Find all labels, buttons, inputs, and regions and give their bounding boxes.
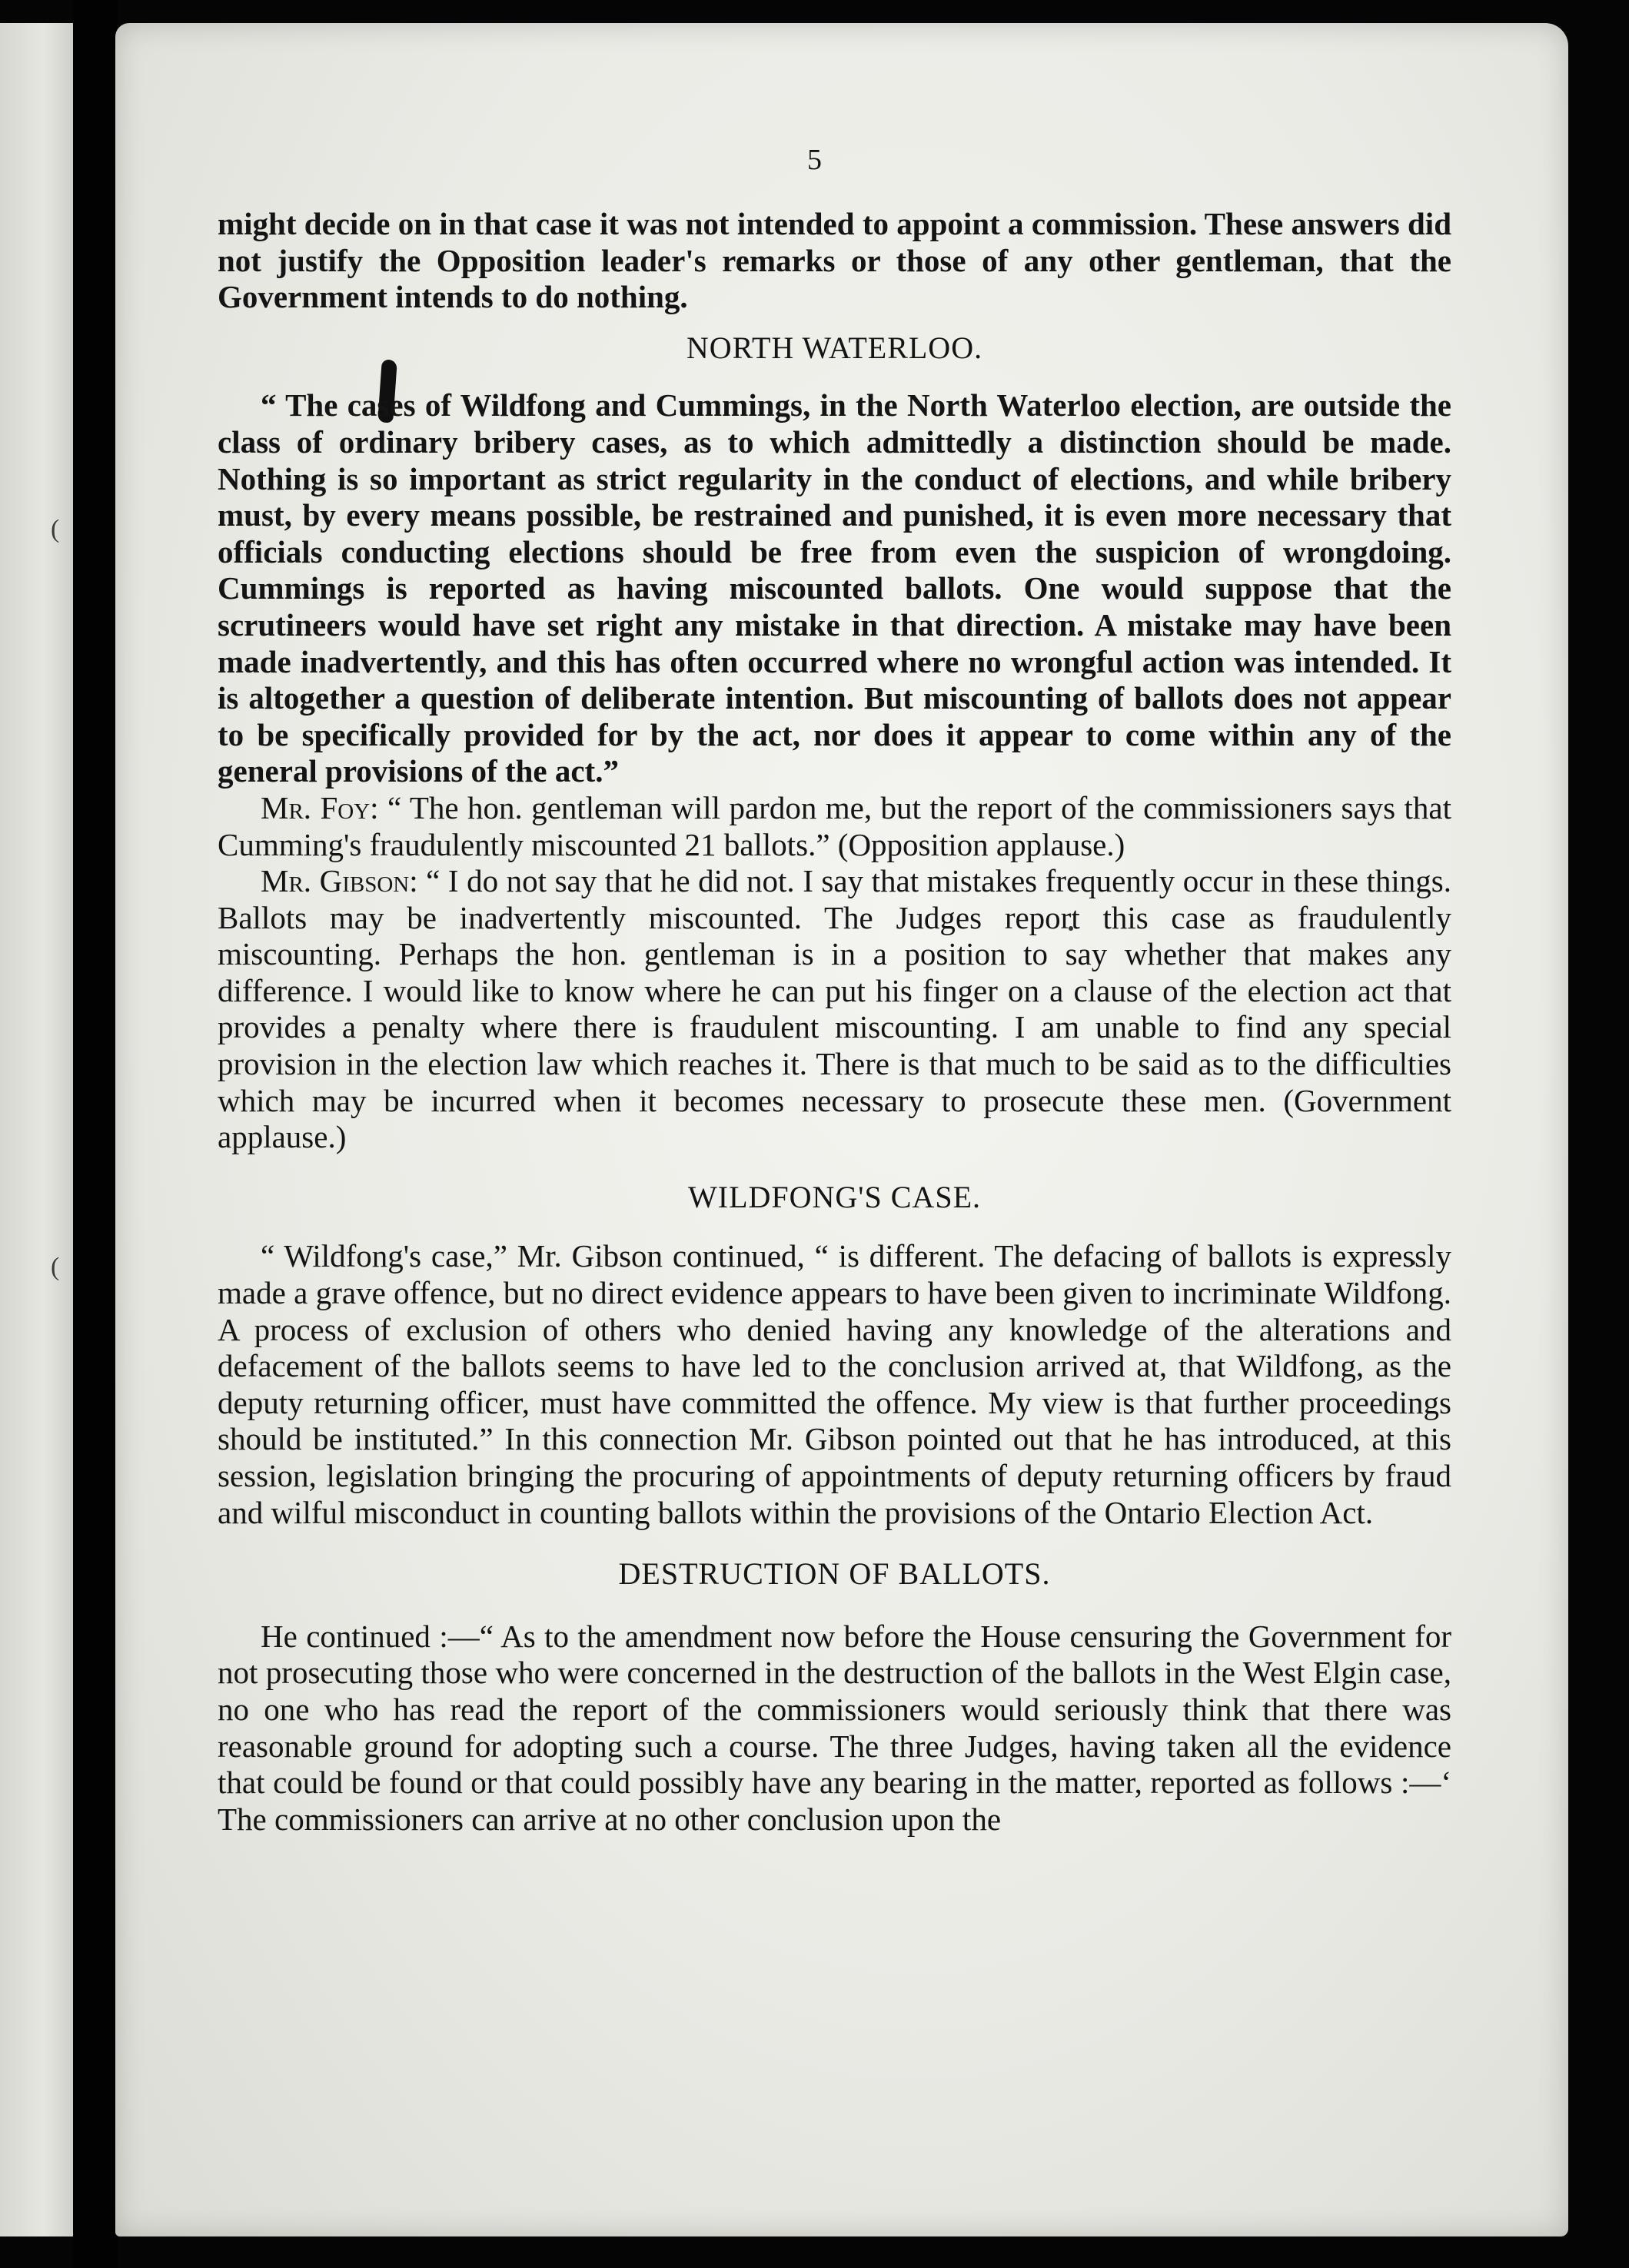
paragraph-wildfong: “ Wildfong's case,” Mr. Gibson continued, “ is different. The defacing of ballots is expressly made a grave offence, but no direct evidence appears to have been given to incriminate Wildfong. A process of exclusion of others who denied having any knowledge of the alterations and defacement of the ballots seems to have led to the conclusion arrived at, that Wildfong, as the deputy returning officer, must have committed the offence. My view is that further proceedings should be instituted.” In this connection Mr. Gibson pointed out that he has introduced, at this session, legislation bringing the procuring of appointments of deputy returning officers by fraud and wilful misconduct in counting ballots within the provisions of the Ontario Election Act.: [218, 1238, 1451, 1530]
paragraph-foy: [218, 790, 1451, 863]
speaker-name: Mr. Foy: [261, 789, 371, 825]
heading-wildfongs-case: WILDFONG'S CASE.: [688, 1179, 981, 1214]
previous-page-edge: [0, 23, 73, 2236]
speaker-text: : “ The hon. gentleman will pardon me, but the report of the commissioners says that Cumming's fraudulently miscounted 21 ballots.” (Opposition applause.): [218, 789, 1452, 862]
margin-mark: (: [51, 1253, 60, 1281]
page-body: [218, 206, 1451, 1838]
quote-bold: “ The cases of Wildfong and Cummings, in the North Waterloo election, are outside the class of ordinary bribery cases, as to which admittedly a distinction should be made. Nothing is so important as strict regularity in the conduct of elections, and while bribery must, by every means possible, be restrained and punished, it is even more necessary that officials conducting elections should be free from even the suspicion of wrongdoing. Cummings is reported as having miscounted ballots. One would suppose that the scrutineers would have set right any mistake in that direction. A mistake may have been made inadvertently, and this has often occurred where no wrongful action was intended. It is altogether a question of deliberate intention. But miscounting of ballots does not appear to be specifically provided for by the act, nor does it appear to come within any of the general provisions of the act.”: [218, 387, 1451, 789]
heading-destruction-of-ballots: DESTRUCTION OF BALLOTS.: [618, 1556, 1051, 1592]
paragraph-north-waterloo: [218, 387, 1451, 790]
paragraph-destruction: He continued :—“ As to the amendment now before the House censuring the Government for not prosecuting those who were concerned in the destruction of the ballots in the West Elgin case, no one who has read the report of the commissioners would seriously think that there was reasonable ground for adopting such a course. The three Judges, having taken all the evidence that could be found or that could possibly have any bearing in the matter, reported as follows :—‘ The commissioners can arrive at no other conclusion upon the: [218, 1618, 1451, 1837]
speaker-name: Mr. Gibson: [261, 863, 410, 899]
speaker-text: : “ I do not say that he did not. I say that mistakes frequently occur in these things. Ballots may be inadvertently miscounted. The Judges report this case as fraudulently miscounting. Perhaps the hon. gentleman is in a position to say whether that makes any difference. I would like to know where he can put his finger on a clause of the election act that provides a penalty where there is fraudulent miscounting. I am unable to find any special provision in the election law which reaches it. There is that much to be said as to the difficulties which may be incurred when it becomes necessary to prosecute these men. (Government applause.): [218, 863, 1452, 1155]
book-spine: [73, 0, 118, 2268]
paragraph-gibson: [218, 863, 1451, 1156]
heading-north-waterloo: NORTH WATERLOO.: [686, 330, 983, 365]
paragraph-opening: might decide on in that case it was not intended to appoint a commission. These answers did not justify the Opposition leader's remarks or those of any other gentleman, that the Government intends to do nothing.: [218, 206, 1451, 315]
page-number: 5: [807, 144, 822, 176]
margin-mark: (: [51, 515, 60, 543]
